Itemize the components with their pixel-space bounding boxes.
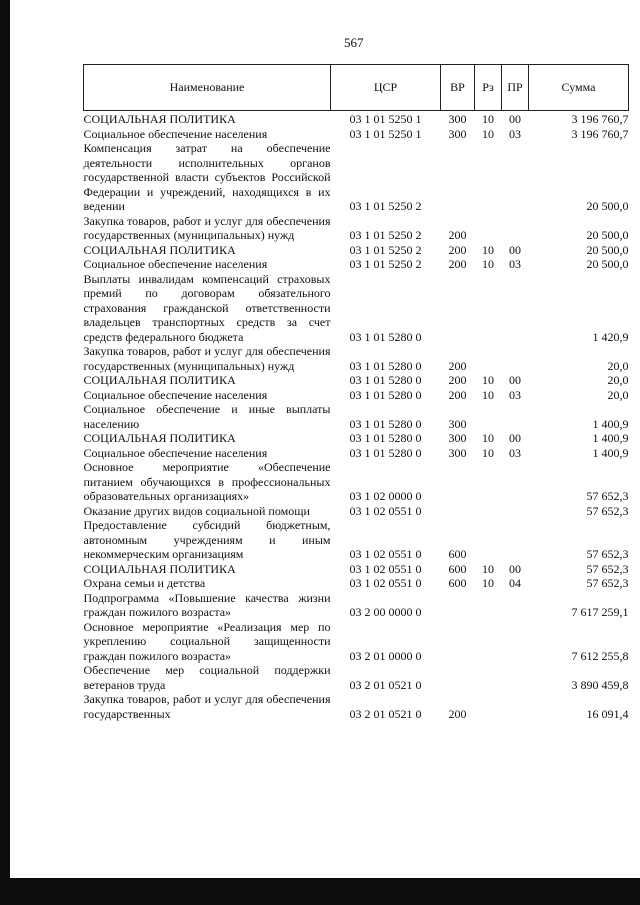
cell-pr [502,692,529,721]
cell-vr [441,460,475,504]
table-row [84,127,629,142]
header-pr: ПР [502,65,529,111]
cell-code: 03 1 01 5280 0 [349,416,422,431]
cell-name: Предоставление субсидий бюджетным, автономным учреждениям и иным некоммерческим организациям [83,518,331,561]
cell-pr [502,344,529,373]
table-row [84,620,629,664]
cell-name: Выплаты инвалидам компенсаций страховых премий по договорам обязательного страхования гражданской ответственности владельцев транспортных средств за счет средств федерального бюджета [83,271,331,344]
cell-sum: 1 400,9 [592,431,629,445]
header-sum: Сумма [529,65,629,111]
table-row [84,111,629,127]
cell-pr: 03 [509,257,521,271]
cell-code: 03 1 01 5250 2 [349,228,422,242]
cell-vr: 300 [448,416,467,431]
header-rz: Рз [475,65,502,111]
cell-code: 03 1 01 5250 2 [349,257,422,271]
cell-vr: 200 [448,706,467,721]
budget-table [83,64,629,721]
cell-rz: 10 [482,445,494,460]
cell-sum: 16 091,4 [586,706,629,721]
cell-code: 03 2 01 0000 0 [349,648,422,663]
cell-pr [502,504,529,519]
cell-code: 03 1 01 5250 1 [349,112,422,126]
cell-vr: 200 [448,387,467,402]
cell-name: Основное мероприятие «Реализация мер по укреплению социальной защищенности граждан пожилого возраста» [83,619,331,663]
cell-sum: 20 500,0 [586,228,629,242]
cell-pr: 04 [509,576,521,590]
cell-sum: 3 196 760,7 [571,112,629,126]
cell-name: Подпрограмма «Повышение качества жизни граждан пожилого возраста» [83,590,331,619]
cell-sum: 20 500,0 [586,199,629,213]
cell-rz: 10 [482,242,494,257]
cell-name: Закупка товаров, работ и услуг для обеспечения государственных (муниципальных) нужд [83,344,331,373]
cell-code: 03 1 01 5280 0 [349,329,422,344]
cell-code: 03 1 01 5250 1 [349,126,422,141]
cell-rz [475,141,502,214]
cell-name: Социальное обеспечение населения [83,126,268,141]
cell-vr [441,504,475,519]
cell-sum: 3 890 459,8 [571,677,629,692]
cell-vr [441,141,475,214]
cell-rz: 10 [482,387,494,402]
cell-vr: 300 [448,431,467,445]
cell-name: Закупка товаров, работ и услуг для обеспечения государственных (муниципальных) нужд [83,213,331,242]
cell-pr: 03 [509,126,521,141]
cell-name: Социальное обеспечение населения [83,387,268,402]
cell-pr [502,663,529,692]
cell-rz: 10 [482,373,494,387]
table-row [84,518,629,562]
table-header [84,65,629,111]
table-row [84,344,629,373]
cell-sum: 1 420,9 [592,329,629,344]
cell-pr [502,620,529,664]
cell-vr: 200 [448,228,467,242]
scan-bottom-edge [0,878,640,905]
cell-sum: 20,0 [607,387,629,402]
cell-code: 03 1 01 5280 0 [349,358,422,373]
cell-rz [475,344,502,373]
cell-vr: 300 [448,445,467,460]
cell-rz: 10 [482,257,494,271]
cell-pr: 00 [509,242,521,257]
cell-vr: 600 [448,576,467,590]
cell-sum: 57 652,3 [586,489,629,503]
cell-sum: 20,0 [607,358,629,373]
cell-rz [475,504,502,519]
table-row [84,504,629,519]
cell-name: Охрана семьи и детства [83,576,206,590]
cell-sum: 20 500,0 [586,257,629,271]
cell-vr: 600 [448,547,467,561]
cell-rz [475,591,502,620]
cell-name: СОЦИАЛЬНАЯ ПОЛИТИКА [83,431,236,445]
table-row [84,214,629,243]
cell-vr [441,591,475,620]
table-row [84,431,629,446]
table-row [84,562,629,577]
cell-pr [502,272,529,345]
cell-rz [475,214,502,243]
table-row [84,141,629,214]
table-row [84,402,629,431]
cell-pr [502,141,529,214]
cell-rz: 10 [482,431,494,445]
cell-rz [475,272,502,345]
cell-vr: 200 [448,358,467,373]
cell-rz [475,402,502,431]
cell-code: 03 1 01 5280 0 [349,373,422,387]
cell-code: 03 1 02 0000 0 [349,489,422,503]
cell-name: СОЦИАЛЬНАЯ ПОЛИТИКА [83,373,236,387]
cell-name: Закупка товаров, работ и услуг для обеспечения государственных [83,692,331,721]
cell-rz [475,518,502,562]
cell-pr [502,214,529,243]
header-name: Наименование [84,65,331,111]
cell-sum: 57 652,3 [586,503,629,518]
cell-code: 03 1 01 5280 0 [349,431,422,445]
table-row [84,272,629,345]
cell-vr [441,272,475,345]
cell-code: 03 2 01 0521 0 [349,706,422,721]
cell-pr: 03 [509,387,521,402]
cell-rz [475,460,502,504]
cell-pr [502,591,529,620]
cell-code: 03 1 01 5280 0 [349,387,422,402]
cell-pr: 00 [509,431,521,445]
table-row [84,388,629,403]
cell-sum: 57 652,3 [586,561,629,576]
scan-left-edge [0,0,10,905]
cell-sum: 3 196 760,7 [571,126,629,141]
cell-vr [441,663,475,692]
cell-pr: 03 [509,445,521,460]
cell-vr: 300 [448,112,467,126]
cell-code: 03 1 01 5250 2 [349,199,422,213]
table-row [84,257,629,272]
cell-name: Социальное обеспечение и иные выплаты населению [83,402,331,431]
cell-pr: 00 [509,373,521,387]
cell-code: 03 1 02 0551 0 [349,576,422,590]
cell-vr: 200 [448,373,467,387]
cell-code: 03 1 01 5250 2 [349,242,422,257]
cell-sum: 1 400,9 [592,445,629,460]
cell-name: Компенсация затрат на обеспечение деятельности исполнительных органов государственной власти субъектов Российской Федерации и учреждений, находящихся в их ведении [83,141,331,213]
cell-name: Оказание других видов социальной помощи [83,503,310,518]
cell-rz: 10 [482,126,494,141]
table-row [84,460,629,504]
cell-sum: 20,0 [607,373,629,387]
cell-vr: 200 [448,257,467,271]
cell-sum: 1 400,9 [592,416,629,431]
cell-name: СОЦИАЛЬНАЯ ПОЛИТИКА [83,242,236,257]
cell-rz: 10 [482,561,494,576]
cell-code: 03 1 02 0551 0 [349,503,422,518]
cell-name: СОЦИАЛЬНАЯ ПОЛИТИКА [83,561,236,576]
cell-rz: 10 [482,112,494,126]
header-vr: ВР [441,65,475,111]
cell-rz [475,692,502,721]
table-row [84,243,629,258]
cell-pr: 00 [509,112,521,126]
cell-pr [502,518,529,562]
cell-pr [502,460,529,504]
table-row [84,576,629,591]
cell-rz [475,620,502,664]
cell-sum: 20 500,0 [586,242,629,257]
table-row [84,373,629,388]
cell-rz: 10 [482,576,494,590]
table-row [84,446,629,461]
table-row [84,692,629,721]
cell-pr: 00 [509,561,521,576]
cell-sum: 57 652,3 [586,547,629,561]
cell-pr [502,402,529,431]
table-row [84,591,629,620]
table-row [84,663,629,692]
cell-code: 03 1 01 5280 0 [349,445,422,460]
cell-name: СОЦИАЛЬНАЯ ПОЛИТИКА [83,112,236,126]
cell-vr: 300 [448,126,467,141]
cell-code: 03 1 02 0551 0 [349,547,422,561]
cell-name: Обеспечение мер социальной поддержки ветеранов труда [83,663,331,692]
cell-code: 03 1 02 0551 0 [349,561,422,576]
cell-vr: 600 [448,561,467,576]
cell-rz [475,663,502,692]
cell-name: Социальное обеспечение населения [83,445,268,460]
cell-sum: 57 652,3 [586,576,629,590]
cell-vr [441,620,475,664]
cell-name: Основное мероприятие «Обеспечение питанием обучающихся в профессиональных образовательных организациях» [83,460,331,503]
cell-code: 03 2 01 0521 0 [349,677,422,692]
cell-name: Социальное обеспечение населения [83,257,268,271]
cell-code: 03 2 00 0000 0 [349,605,422,619]
cell-sum: 7 617 259,1 [571,605,629,619]
cell-sum: 7 612 255,8 [571,648,629,663]
table-body [84,111,629,722]
page-number: 567 [344,35,364,50]
cell-vr: 200 [448,242,467,257]
header-code: ЦСР [331,65,441,111]
